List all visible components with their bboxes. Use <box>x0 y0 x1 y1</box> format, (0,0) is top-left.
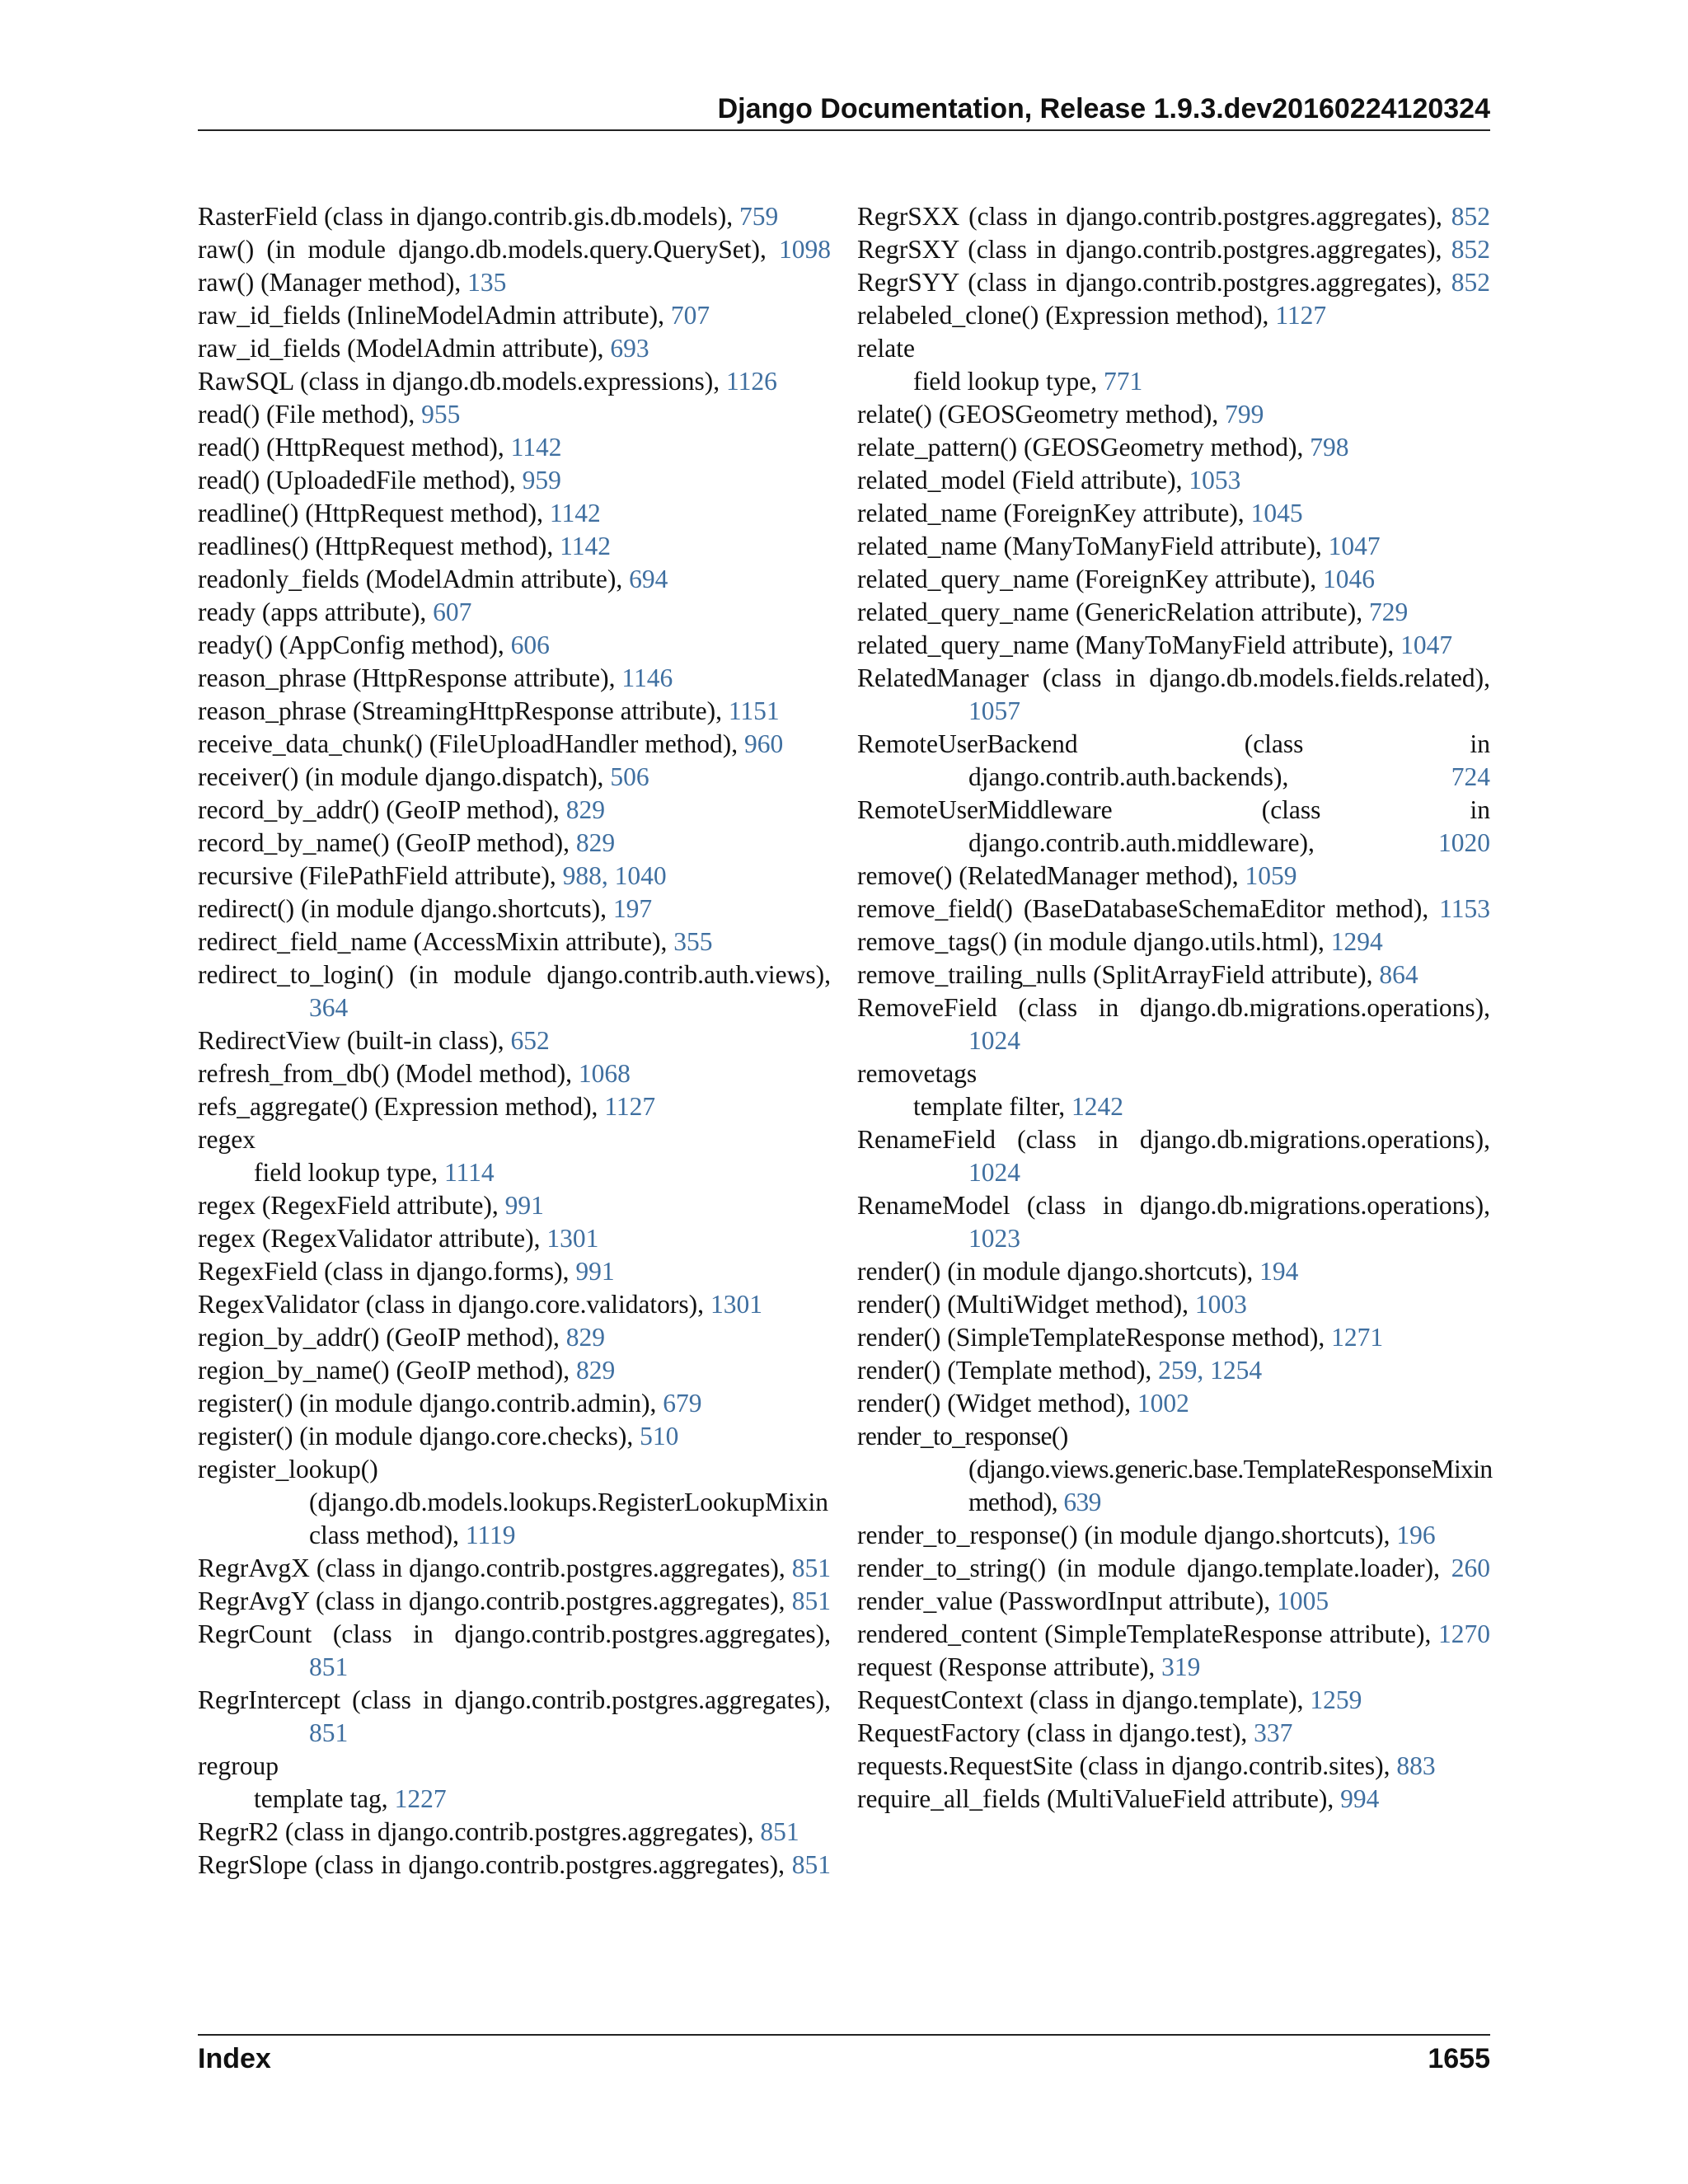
index-entry <box>857 1123 1490 1189</box>
entry-text: RegexValidator (class in django.core.validators), <box>198 1290 710 1319</box>
entry-text: template filter, <box>913 1092 1072 1121</box>
index-entry <box>857 1783 1490 1816</box>
index-entry <box>198 299 831 332</box>
index-entry <box>857 958 1490 991</box>
footer-divider <box>198 2034 1490 2036</box>
page-link[interactable]: 694 <box>629 565 668 593</box>
index-entry <box>198 728 831 761</box>
page-link[interactable]: 1003 <box>1194 1290 1247 1319</box>
index-entry <box>198 464 831 497</box>
index-entry <box>857 1288 1490 1321</box>
page-link[interactable]: 851 <box>309 1718 349 1747</box>
entry-text: regex (RegexValidator attribute), <box>198 1224 547 1253</box>
index-entry <box>198 563 831 596</box>
page-link[interactable]: 1053 <box>1189 466 1241 494</box>
index-entry <box>198 958 831 1024</box>
entry-text: related_query_name (GenericRelation attribute), <box>857 598 1369 626</box>
page-link[interactable]: 1127 <box>1275 301 1327 330</box>
entry-text: raw_id_fields (ModelAdmin attribute), <box>198 334 611 363</box>
entry-text: record_by_addr() (GeoIP method), <box>198 795 566 824</box>
index-entry <box>198 1453 831 1552</box>
entry-text: redirect_field_name (AccessMixin attribute), <box>198 927 674 956</box>
entry-text: render() (in module django.shortcuts), <box>857 1257 1260 1286</box>
entry-text: reason_phrase (StreamingHttpResponse attribute), <box>198 696 729 725</box>
index-entry <box>198 860 831 893</box>
index-entry <box>857 1618 1490 1651</box>
page-link[interactable]: 798 <box>1310 433 1349 462</box>
entry-text: raw() (Manager method), <box>198 268 468 297</box>
page-link[interactable]: 1024 <box>968 1158 1020 1187</box>
entry-text: regex (RegexField attribute), <box>198 1191 505 1220</box>
entry-text: ready (apps attribute), <box>198 598 434 626</box>
index-entry <box>198 530 831 563</box>
page-link[interactable]: 1142 <box>549 499 601 527</box>
index-entry <box>198 1321 831 1354</box>
entry-text: related_name (ManyToManyField attribute), <box>857 532 1329 560</box>
index-entry <box>198 662 831 695</box>
page-link[interactable]: 1227 <box>394 1784 447 1813</box>
entry-text: related_query_name (ForeignKey attribute), <box>857 565 1324 593</box>
page-link[interactable]: 337 <box>1254 1718 1293 1747</box>
index-entry <box>198 1849 831 1882</box>
index-entry <box>857 1684 1490 1717</box>
entry-text: RegrAvgY (class in django.contrib.postgres.aggregates), <box>198 1586 792 1615</box>
page-link[interactable]: 1024 <box>968 1026 1020 1055</box>
entry-text: receiver() (in module django.dispatch), <box>198 762 611 791</box>
entry-text: RemoteUserBackend (class in django.contrib.auth.backends), <box>857 729 1490 791</box>
entry-text: region_by_name() (GeoIP method), <box>198 1356 576 1385</box>
entry-text: raw() (in module django.db.models.query.QuerySet), <box>198 235 779 264</box>
entry-text: register() (in module django.core.checks), <box>198 1422 640 1451</box>
entry-text: redirect_to_login() (in module django.contrib.auth.views), <box>198 960 831 989</box>
entry-text: refresh_from_db() (Model method), <box>198 1059 579 1088</box>
page-link[interactable]: 851 <box>309 1652 349 1681</box>
page-link[interactable]: 1046 <box>1323 565 1376 593</box>
page-link[interactable]: 1020 <box>1438 828 1490 857</box>
footer-page-number: 1655 <box>1428 2043 1490 2074</box>
page-link[interactable]: 759 <box>739 202 779 231</box>
index-entry <box>198 761 831 794</box>
entry-text: readline() (HttpRequest method), <box>198 499 550 527</box>
page-link[interactable]: 1142 <box>510 433 562 462</box>
index-entry <box>857 629 1490 662</box>
index-entry <box>857 991 1490 1057</box>
index-entry <box>198 596 831 629</box>
page-link[interactable]: 196 <box>1396 1521 1436 1549</box>
entry-text: RegrIntercept (class in django.contrib.postgres.aggregates), <box>198 1685 831 1714</box>
entry-text: reason_phrase (HttpResponse attribute), <box>198 663 622 692</box>
index-entry <box>857 530 1490 563</box>
index-entry <box>198 1816 831 1849</box>
index-entry <box>198 266 831 299</box>
index-entry <box>198 233 831 266</box>
page-link[interactable]: 724 <box>1451 762 1490 791</box>
page-link[interactable]: 260 <box>1451 1554 1490 1582</box>
page-link[interactable]: 883 <box>1396 1751 1436 1780</box>
page-link[interactable]: 988, 1040 <box>562 861 667 890</box>
index-entry <box>857 1354 1490 1387</box>
entry-text: read() (HttpRequest method), <box>198 433 511 462</box>
index-entry <box>857 1321 1490 1354</box>
index-entry <box>198 431 831 464</box>
entry-text: RedirectView (built-in class), <box>198 1026 511 1055</box>
page-link[interactable]: 639 <box>1063 1488 1101 1516</box>
page-link[interactable]: 1047 <box>1400 630 1453 659</box>
index-entry <box>857 431 1490 464</box>
entry-text: require_all_fields (MultiValueField attribute), <box>857 1784 1341 1813</box>
index-entry <box>857 563 1490 596</box>
index-entry <box>198 365 831 398</box>
index-entry <box>198 1222 831 1255</box>
entry-text: RelatedManager (class in django.db.models.fields.related), <box>857 663 1490 692</box>
index-entry <box>198 1618 831 1684</box>
index-entry <box>198 827 831 860</box>
entry-text: RegrAvgX (class in django.contrib.postgres.aggregates), <box>198 1554 792 1582</box>
index-subentry <box>198 1783 831 1816</box>
index-heading <box>198 1750 831 1783</box>
index-entry <box>198 629 831 662</box>
index-entry <box>198 1585 831 1618</box>
page-link[interactable]: 364 <box>309 993 349 1022</box>
index-column-left <box>198 200 831 1882</box>
index-entry <box>198 200 831 233</box>
entry-text: removetags <box>857 1059 978 1088</box>
index-entry <box>857 1519 1490 1552</box>
entry-text: RegrCount (class in django.contrib.postgres.aggregates), <box>198 1619 831 1648</box>
page-link[interactable]: 994 <box>1340 1784 1380 1813</box>
page-link[interactable]: 955 <box>421 400 461 429</box>
index-entry <box>198 1387 831 1420</box>
entry-text: remove() (RelatedManager method), <box>857 861 1245 890</box>
index-entry <box>198 926 831 958</box>
entry-text: regroup <box>198 1751 279 1780</box>
page-link[interactable]: 852 <box>1451 202 1490 231</box>
index-entry <box>198 1354 831 1387</box>
entry-text: requests.RequestSite (class in django.contrib.sites), <box>857 1751 1397 1780</box>
entry-text: remove_tags() (in module django.utils.html), <box>857 927 1331 956</box>
page-link[interactable]: 1045 <box>1250 499 1303 527</box>
page-link[interactable]: 852 <box>1451 235 1490 264</box>
entry-text: refs_aggregate() (Expression method), <box>198 1092 605 1121</box>
entry-text: read() (File method), <box>198 400 422 429</box>
index-subentry <box>857 365 1490 398</box>
entry-text: region_by_addr() (GeoIP method), <box>198 1323 566 1352</box>
page-link[interactable]: 355 <box>673 927 713 956</box>
page-link[interactable]: 771 <box>1103 367 1143 396</box>
index-column-right <box>857 200 1493 1816</box>
index-entry <box>857 794 1490 860</box>
entry-text: request (Response attribute), <box>857 1652 1162 1681</box>
entry-text: related_model (Field attribute), <box>857 466 1189 494</box>
index-entry <box>198 1288 831 1321</box>
index-entry <box>857 299 1490 332</box>
page-link[interactable]: 829 <box>575 828 616 857</box>
page-link[interactable]: 1098 <box>779 235 831 264</box>
entry-text: remove_trailing_nulls (SplitArrayField attribute), <box>857 960 1380 989</box>
page-link[interactable]: 1126 <box>726 367 777 396</box>
index-entry <box>198 1024 831 1057</box>
index-heading <box>857 1057 1490 1090</box>
page-link[interactable]: 1142 <box>560 532 611 560</box>
entry-text: read() (UploadedFile method), <box>198 466 523 494</box>
entry-text: render() (MultiWidget method), <box>857 1290 1195 1319</box>
entry-text: RegrSlope (class in django.contrib.postgres.aggregates), <box>198 1850 792 1879</box>
entry-text: record_by_name() (GeoIP method), <box>198 828 576 857</box>
footer-section-label: Index <box>198 2043 271 2074</box>
entry-text: remove_field() (BaseDatabaseSchemaEditor method), <box>857 894 1440 923</box>
index-entry <box>857 398 1490 431</box>
index-entry <box>857 233 1490 266</box>
page-link[interactable]: 851 <box>791 1850 831 1879</box>
entry-text: RequestContext (class in django.template), <box>857 1685 1311 1714</box>
page-link[interactable]: 852 <box>1451 268 1490 297</box>
page-link[interactable]: 1057 <box>968 696 1020 725</box>
index-entry <box>857 1750 1490 1783</box>
entry-text: RegrSXY (class in django.contrib.postgres.aggregates), <box>857 235 1451 264</box>
entry-text: regex <box>198 1125 256 1154</box>
index-entry <box>198 1552 831 1585</box>
entry-text: redirect() (in module django.shortcuts), <box>198 894 613 923</box>
page-link[interactable]: 1119 <box>465 1521 516 1549</box>
page-link[interactable]: 1023 <box>968 1224 1020 1253</box>
page-link[interactable]: 606 <box>510 630 550 659</box>
index-entry <box>857 926 1490 958</box>
index-entry <box>857 1255 1490 1288</box>
page-link[interactable]: 607 <box>433 598 472 626</box>
page-link[interactable]: 851 <box>791 1586 831 1615</box>
page-link[interactable]: 991 <box>504 1191 544 1220</box>
index-entry <box>857 860 1490 893</box>
page-link[interactable]: 864 <box>1379 960 1418 989</box>
page-link[interactable]: 679 <box>663 1389 702 1418</box>
page-link[interactable]: 829 <box>565 1323 605 1352</box>
entry-text: render_to_string() (in module django.template.loader), <box>857 1554 1451 1582</box>
index-entry <box>198 1189 831 1222</box>
entry-text: RegexField (class in django.forms), <box>198 1257 576 1286</box>
index-entry <box>857 1717 1490 1750</box>
index-heading <box>857 332 1490 365</box>
page-link[interactable]: 1271 <box>1331 1323 1384 1352</box>
entry-text: register_lookup() (django.db.models.lookups.RegisterLookupMixin class method), <box>198 1455 828 1549</box>
entry-text: readonly_fields (ModelAdmin attribute), <box>198 565 630 593</box>
page-link[interactable]: 693 <box>610 334 649 363</box>
page-link[interactable]: 851 <box>760 1817 799 1846</box>
page-link[interactable]: 1002 <box>1137 1389 1189 1418</box>
page-link[interactable]: 829 <box>565 795 605 824</box>
index-entry <box>857 1585 1490 1618</box>
entry-text: recursive (FilePathField attribute), <box>198 861 563 890</box>
entry-text: render() (Widget method), <box>857 1389 1137 1418</box>
entry-text: register() (in module django.contrib.admin), <box>198 1389 663 1418</box>
page-link[interactable]: 1068 <box>578 1059 631 1088</box>
entry-text: field lookup type, <box>254 1158 444 1187</box>
entry-text: render_to_response() (django.views.generic.base.TemplateResponseMixin method), <box>857 1422 1493 1516</box>
entry-text: render_to_response() (in module django.shortcuts), <box>857 1521 1397 1549</box>
entry-text: template tag, <box>254 1784 395 1813</box>
entry-text: RegrSXX (class in django.contrib.postgres.aggregates), <box>857 202 1451 231</box>
header-divider <box>198 129 1490 131</box>
entry-text: RemoteUserMiddleware (class in django.contrib.auth.middleware), <box>857 795 1490 857</box>
entry-text: readlines() (HttpRequest method), <box>198 532 560 560</box>
page-link[interactable]: 1059 <box>1245 861 1297 890</box>
page-link[interactable]: 1301 <box>710 1290 762 1319</box>
entry-text: relate <box>857 334 915 363</box>
index-entry <box>857 1420 1493 1519</box>
index-subentry <box>198 1156 831 1189</box>
index-entry <box>857 497 1490 530</box>
index-entry <box>857 893 1490 926</box>
entry-text: relate() (GEOSGeometry method), <box>857 400 1226 429</box>
entry-text: receive_data_chunk() (FileUploadHandler method), <box>198 729 744 758</box>
index-entry <box>198 1255 831 1288</box>
page-link[interactable]: 510 <box>640 1422 679 1451</box>
index-entry <box>198 332 831 365</box>
entry-text: render() (SimpleTemplateResponse method), <box>857 1323 1332 1352</box>
page-link[interactable]: 319 <box>1161 1652 1201 1681</box>
index-entry <box>198 794 831 827</box>
entry-text: relate_pattern() (GEOSGeometry method), <box>857 433 1311 462</box>
entry-text: related_name (ForeignKey attribute), <box>857 499 1251 527</box>
index-entry <box>857 200 1490 233</box>
index-entry <box>198 1420 831 1453</box>
index-entry <box>198 695 831 728</box>
page-link[interactable]: 1005 <box>1277 1586 1329 1615</box>
page-link[interactable]: 1127 <box>604 1092 656 1121</box>
page-link[interactable]: 194 <box>1259 1257 1299 1286</box>
index-entry <box>857 266 1490 299</box>
entry-text: raw_id_fields (InlineModelAdmin attribute), <box>198 301 671 330</box>
page-link[interactable]: 652 <box>510 1026 550 1055</box>
index-entry <box>857 1651 1490 1684</box>
entry-text: ready() (AppConfig method), <box>198 630 511 659</box>
entry-text: RemoveField (class in django.db.migrations.operations), <box>857 993 1490 1022</box>
page-link[interactable]: 197 <box>612 894 653 923</box>
page-link[interactable]: 1114 <box>443 1158 495 1187</box>
entry-text: RegrSYY (class in django.contrib.postgres.aggregates), <box>857 268 1451 297</box>
page-link[interactable]: 1242 <box>1071 1092 1124 1121</box>
page-link[interactable]: 1153 <box>1439 894 1490 923</box>
index-entry <box>198 893 831 926</box>
page-link[interactable]: 1047 <box>1328 532 1381 560</box>
index-entry <box>198 398 831 431</box>
entry-text: render_value (PasswordInput attribute), <box>857 1586 1278 1615</box>
index-entry <box>198 497 831 530</box>
index-entry <box>857 662 1490 728</box>
page-header: Django Documentation, Release 1.9.3.dev20160224120324 <box>717 93 1490 124</box>
page-link[interactable]: 1151 <box>728 696 780 725</box>
page-link[interactable]: 506 <box>610 762 649 791</box>
page-link[interactable]: 1146 <box>621 663 673 692</box>
entry-text: render() (Template method), <box>857 1356 1159 1385</box>
page-link[interactable]: 1294 <box>1330 927 1383 956</box>
index-subentry <box>857 1090 1490 1123</box>
page-link[interactable]: 1270 <box>1438 1619 1490 1648</box>
index-entry <box>857 464 1490 497</box>
entry-text: RasterField (class in django.contrib.gis.db.models), <box>198 202 740 231</box>
entry-text: relabeled_clone() (Expression method), <box>857 301 1276 330</box>
page-link[interactable]: 729 <box>1368 598 1409 626</box>
page-link[interactable]: 799 <box>1225 400 1264 429</box>
entry-text: RenameModel (class in django.db.migrations.operations), <box>857 1191 1490 1220</box>
page-link[interactable]: 1259 <box>1310 1685 1362 1714</box>
index-entry <box>857 1387 1490 1420</box>
page-link[interactable]: 1301 <box>546 1224 599 1253</box>
page-link[interactable]: 259, 1254 <box>1158 1356 1263 1385</box>
index-entry <box>198 1057 831 1090</box>
page-link[interactable]: 135 <box>467 268 507 297</box>
page-link[interactable]: 991 <box>575 1257 615 1286</box>
index-entry <box>857 596 1490 629</box>
entry-text: RequestFactory (class in django.test), <box>857 1718 1254 1747</box>
index-heading <box>198 1123 831 1156</box>
page-link[interactable]: 829 <box>575 1356 616 1385</box>
page-link[interactable]: 960 <box>744 729 784 758</box>
entry-text: rendered_content (SimpleTemplateResponse attribute), <box>857 1619 1438 1648</box>
entry-text: related_query_name (ManyToManyField attribute), <box>857 630 1401 659</box>
entry-text: field lookup type, <box>913 367 1104 396</box>
page-link[interactable]: 959 <box>522 466 561 494</box>
page-link[interactable]: 707 <box>670 301 710 330</box>
entry-text: RegrR2 (class in django.contrib.postgres.aggregates), <box>198 1817 761 1846</box>
index-entry <box>198 1090 831 1123</box>
index-entry <box>198 1684 831 1750</box>
entry-text: RawSQL (class in django.db.models.expressions), <box>198 367 726 396</box>
index-entry <box>857 728 1490 794</box>
index-entry <box>857 1189 1490 1255</box>
page-link[interactable]: 851 <box>791 1554 831 1582</box>
index-entry <box>857 1552 1490 1585</box>
entry-text: RenameField (class in django.db.migrations.operations), <box>857 1125 1490 1154</box>
